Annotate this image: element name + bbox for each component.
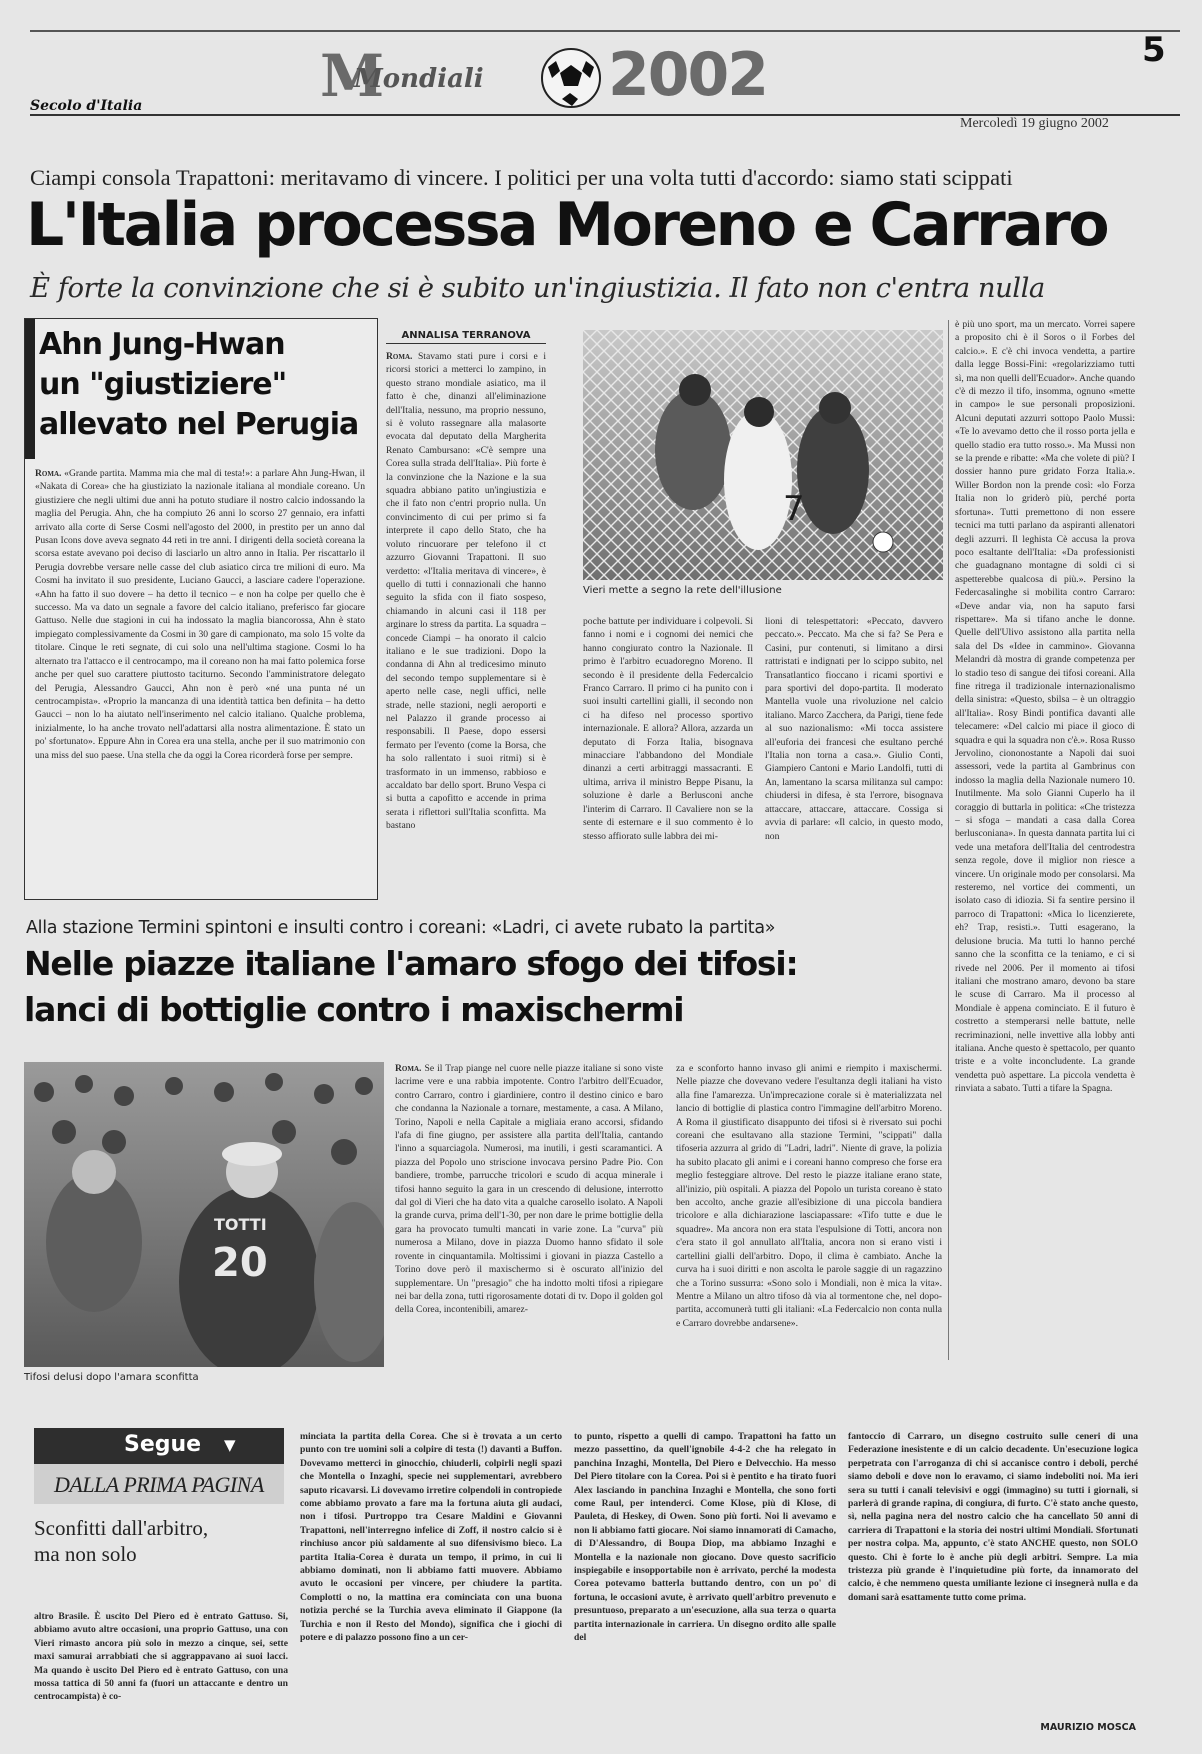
second-story-dateline: Roma. bbox=[395, 1063, 422, 1074]
fans-shirt-number: 20 bbox=[212, 1240, 268, 1286]
second-story-col1-text: Se il Trap piange nel cuore nelle piazze italiane si sono viste lacrime vere e una rabbia impotente. Contro l'arbitro dell'Ecuador, contro Carraro, contro i giardiniere, contro il destino cinico e baro che condanna la Nazionale a tornare, mestamente, a casa. A Milano, Torino, Napoli e nella Capitale a migliaia erano accorsi, sfidando l'afa di fine giugno, per assistere alla partita dell'Italia, cantando l'inno a squarciagola. Numerosi, ma inutili, i gesti scaramantici. A piazza del Popolo uno striscione invocava persino Padre Pio. Con bandiere, trombe, parrucche tricolori e scudo di acqua minerale i tifosi hanno seguito la gara in un crescendo di delusione, interrotto dal gol di Vieri che ha dato vita a qualche carosello isolato. A Napoli la grande curva, prima dell'1-30, per non dare le prime bottiglie della gara ha provocato tumulti mancati in varie zone. La "curva" più numerosa a Milano, dove in piazza Duomo hanno sfidato il sole rovente in cinquantamila. Moltissimi i giovani in piazza Castello a Torino dove però il maxischermo si è oscurato all'inizio del supplementare. Un "presagio" che ha indotto molti tifosi a ripiegare nei bar della zona, tutti rigorosamente dotati di tv. Dopo il golden gol della Corea, incontenibili, amarez- bbox=[395, 1063, 663, 1316]
match-photo-caption: Vieri mette a segno la rete dell'illusione bbox=[583, 585, 782, 596]
second-story-kicker: Alla stazione Termini spintoni e insulti contro i coreani: «Ladri, ci avete rubato la partita» bbox=[26, 918, 776, 938]
page-header bbox=[30, 20, 1180, 130]
article-col2-text: poche battute per individuare i colpevoli. Si fanno i nomi e i cognomi dei nemici che hanno congiurato contro la Nazionale. Il primo è l'arbitro ecuadoregno Moreno. Il secondo è il presidente della Federcalcio Franco Carraro. Il primo ci ha punito con i suoi insulti cartellini gialli, il secondo non ci ha difeso nel processo sportivo internazionale. E allora? Allora, azzarda un deputato di Forza Italia, bisognava minacciare l'abbandono del Mondiale dinanzi a certi arbitraggi massacranti. E ultima, arriva il ministro Beppe Pisanu, la soluzione è darle a Berlusconi anche l'interim di Carraro. Il Cavaliere non se la sente di esternare e il suo commento è lo stesso affiorato sulle labbra dei mi- bbox=[583, 616, 753, 842]
segue-label-bar bbox=[34, 1428, 284, 1464]
segue-col3 bbox=[574, 1430, 836, 1734]
match-photo bbox=[583, 330, 943, 580]
masthead-year: 2002 bbox=[608, 40, 767, 110]
football-icon bbox=[540, 47, 602, 109]
masthead-m: M bbox=[320, 42, 383, 110]
second-story-col2-text: za e sconforto hanno invaso gli animi e riempito i maxischermi. Nelle piazze che dovevano vedere l'esultanza degli italiani ha visto alla fine l'amarezza. Un'imprecazione corale si è materializzata nel lancio di bottiglie di plastica contro l'immagine dell'arbitro Moreno. A Roma il giustificato disappunto dei tifosi si è riversato sui pochi coreani che esultavano alla stazione Termini, "scippati" dalla tifoseria azzurra al grido di "Ladri, ladri". Niente di grave, la polizia ha subito placato gli animi e i coreani hanno compreso che forse era meglio festeggiare altrove. Del resto le piazze italiane erano state, all'inizio, più ospitali. A piazza del Popolo un turista coreano è stato ben accolto, anche grazie all'esibizione di una piccola bandiera tricolore e alla dichiarazione lasciapassare: «Tifo tutte e due le squadre». Ma ancora non era stata l'espulsione di Totti, ancora non c'era stato il gol annullato all'Italia, ancora non si erano visti i cartellini gialli dell'arbitro. Dopo, il clima è cambiato. Anche la curva ha i suoi diritti e non ascolta le parole saggie di un ragazzino che a Torino sussurra: «Sono solo i Mondiali, non è mica la vita». Mentre a Milano un altro tifoso dà via al tormentone che, nel dopo-partita, accomunerà tutti gli italiani: «La Federcalcio non conta nulla e Carraro dovrebbe andarsene». bbox=[676, 1063, 942, 1329]
fans-photo bbox=[24, 1062, 384, 1367]
segue-arrow-icon: ▼ bbox=[224, 1436, 236, 1454]
masthead-title: Mondiali bbox=[354, 64, 484, 94]
sidebar-title-line2: un "giustiziere" bbox=[39, 367, 287, 402]
second-story-headline-line2: lanci di bottiglie contro i maxischermi bbox=[24, 990, 684, 1029]
segue-signature: MAURIZIO MOSCA bbox=[1040, 1722, 1136, 1733]
article-dateline: Roma. bbox=[386, 351, 413, 362]
right-column bbox=[955, 318, 1135, 1358]
article-col2 bbox=[583, 615, 753, 895]
segue-label: Segue bbox=[124, 1432, 202, 1457]
second-story-headline-line1: Nelle piazze italiane l'amaro sfogo dei tifosi: bbox=[24, 944, 798, 983]
segue-col4-text: fantoccio di Carraro, un disegno costruito sulle ceneri di una Federazione inesistente e di un calcio decadente. Un'esecuzione logica perpetrata con l'arroganza di chi si accanisce contro i deboli, perché siamo deboli e dove non lo eravamo, ci siamo indeboliti noi. Ma ieri sera su tutti i canali televisivi e oggi (immagino) su tutti i giornali, si parlerà di grande rapina, di congiura, di furto. C'è stato anche questo, sì, nella pagina nera del nostro calcio che ha cancellato 50 anni di carriera di Trapattoni e la storia dei nostri ultimi Mondiali. Sfortunati per nostra colpa. Ma, appunto, c'è stato ANCHE questo, non SOLO questo. Chi è forte lo è anche più degli arbitri. Sempre. La mia tristezza più grande è l'inquietudine più forte, da innamorato del calcio, è che nemmeno questa umiliante lezione ci insegnerà nulla e da domani sarà esattamente tutto come prima. bbox=[848, 1431, 1138, 1603]
article-col1-text: Stavamo stati pure i corsi e i ricorsi storici a metterci lo zampino, in questo strano mondiale asiatico, ma il fatto è che, dinanzi all'eliminazione dell'Italia, nessuno, ma proprio nessuno, si è voluto rassegnare alla malasorte evocata dal deputato della Margherita Renato Cambursano: «C'è sempre una Corea sulla strada dell'Italia». Più forte è la convinzione che la Nazione e la sua squadra abbiano patito un'ingiustizia e che il fato non c'entri proprio nulla. Un convincimento di cui per primo si fa interprete il capo dello Stato, che ha voluto rincuorare per telefono il ct azzurro Giovanni Trapattoni. Il suo verdetto: «l'Italia meritava di vincere», è quello di tutti i connazionali che hanno seguito la sfida con il fiato sospeso, chiamando in alcuni casi il 118 per arginare lo stress da partita. La squadra – concede Ciampi – ha onorato il calcio italiano e le sue tradizioni. Dopo la condanna di Ahn al tredicesimo minuto del secondo tempo supplementare si è aperto nelle case, negli uffici, nelle strade, nelle stazioni, negli aeroporti e nel Palazzo il grande processo ai responsabili. Il Paese, dopo essersi fermato per l'evento (come la Borsa, che ha solo rallentato i suoi ritmi) si è trasformato in un immenso, rabbioso e accaldato bar dello sport. Bruno Vespa ci si butta a capofitto e accende in prima serata i riflettori sull'Italia sconfitta. Ma bastano bbox=[386, 351, 546, 832]
sidebar-title-line3: allevato nel Perugia bbox=[39, 407, 359, 442]
sidebar-body bbox=[35, 467, 365, 892]
segue-box bbox=[34, 1428, 284, 1566]
segue-col2-text: minciata la partita della Corea. Che si è trovata a un certo punto con tre uomini soli a colpire di testa (!) davanti a Buffon. Dovevamo metterci in ginocchio, chiuderli, colpirli negli spazi che Montella o Inzaghi, specie nei supplementari, avrebbero saputo ricavarsi. Li dovevamo irretire colpendoli in contropiede come abbiamo provato a fare ma la fortuna aiuta gli audaci, non i tifosi. Purtroppo tra Cesare Maldini e Giovanni Trapattoni, nell'interregno infelice di Zoff, il nostro calcio si è rinchiuso ancor più saldamente al suo difensivismo bieco. La partita Italia-Corea è durata un tempo, il primo, in cui li abbiamo dominati, non li abbiamo fatti muovere. Abbiamo avuto le occasioni per vincere, per chiudere la partita. Complotti o no, la mattina era cominciata con una buona notizia perché se la Turchia aveva eliminato il Giappone (la Turchia e non il Resto del Mondo), significa che i giochi di potere e di palazzo possono fino a un cer- bbox=[300, 1431, 562, 1644]
fans-shirt-name: TOTTI bbox=[214, 1215, 267, 1234]
top-story-subhead: È forte la convinzione che si è subito un'ingiustizia. Il fato non c'entra nulla bbox=[30, 272, 1045, 304]
paper-name: Secolo d'Italia bbox=[30, 98, 143, 114]
segue-col2 bbox=[300, 1430, 562, 1734]
top-story-kicker: Ciampi consola Trapattoni: meritavamo di vincere. I politici per una volta tutti d'accordo: siamo stati scippati bbox=[30, 165, 1013, 190]
issue-date: Mercoledì 19 giugno 2002 bbox=[960, 116, 1109, 131]
segue-col1-text: altro Brasile. È uscito Del Piero ed è entrato Gattuso. Si, abbiamo avuto altre occasioni, una proprio Gattuso, una con Vieri rimasto ancora più solo in mezzo a cinque, sei, sette maxi samurai arrabbiati che si aggrappavano ai suoi lacci. Ma quando è uscito Del Piero ed è entrato Gattuso, con una mossa tattica di 50 anni fa (fuori un attaccante e dentro un centrocampista) è co- bbox=[34, 1611, 288, 1703]
sidebar-box bbox=[24, 318, 378, 900]
second-story-col2 bbox=[676, 1062, 942, 1384]
sidebar-text: «Grande partita. Mamma mia che mal di testa!»: a parlare Ahn Jung-Hwan, il «Nakata di Corea» che ha giustiziato la nazionale italiana al mondiale coreano. Un giustiziere che negli ultimi due anni ha potuto studiare il nostro calcio indossando la maglia del Perugia. Ahn, che ha compiuto 26 anni lo scorso 27 gennaio, era infatti arrivato alla corte di Serse Cosmi nell'agosto del 2000, in prestito per un anno dal Pusan Icons dove aveva segnato 44 reti in tre anni. I dirigenti della società coreana la scorsa estate avevano poi deciso di lasciarlo un altro anno in Italia. Per riscattarlo il Perugia dovrebbe versare nelle casse del club asiatico circa tre milioni di euro. Ma Cosmi ha invitato il suo presidente, Luciano Gaucci, a lasciare cadere l'operazione. «Ahn ha fatto il suo dovere – ha detto il tecnico – e non ha colpe per quello che è successo. Ma va dato un segnale a favore del calcio italiano, preferisco far giocare Gattuso. Nelle due stagioni in cui ha indossato la maglia biancorossa, Ahn è stato impiegato complessivamente da Cosmi in 30 gare di campionato, ma solo 15 volte da titolare. Cinque le reti segnate, di cui solo una nell'ultima stagione. Cosmi lo ha alternato tra l'attacco e il centrocampo, ma il coreano non ha mai fatto polemica forse anche per quel suo carattere piuttosto taciturno. Secondo l'amministratore delegato del Perugia, Alessandro Gaucci, Ahn non è però «né una punta né un centrocampista». «Proprio la mancanza di una identità tattica ben definita – ha detto Gaucci – non lo ha aiutato nell'inserimento nel calcio italiano. Qualche problema, inizialmente, lo ha anche trovato nell'adattarsi alla nostra alimentazione. È stato un po' sfortunato». Eppure Ahn in Corea era una stella, anche per il suo matrimonio con una miss del suo paese. Una stella che da oggi la Corea ricorderà forse per sempre. bbox=[35, 468, 365, 761]
top-story-headline: L'Italia processa Moreno e Carraro bbox=[26, 190, 1108, 260]
svg-text:7: 7 bbox=[783, 489, 805, 529]
article-col1 bbox=[386, 350, 546, 895]
sidebar-dateline: Roma. bbox=[35, 468, 62, 479]
segue-col4 bbox=[848, 1430, 1138, 1720]
segue-col1 bbox=[34, 1610, 288, 1734]
segue-col3-text: to punto, rispetto a quelli di campo. Trapattoni ha fatto un mezzo passettino, da quell'ignobile 4-4-2 che ha relegato in panchina Inzaghi, Montella, Del Piero e Delvecchio. Ha messo Del Piero titolare con la Corea. Poi si è pentito e ha tirato fuori Alex lasciando in panchina Inzaghi e Montella, che sono forti come Raul, per intenderci. Come Klose, più di Klose, di Pauleta, di Heskey, di Owen. Sono più forti. Noi li avevamo e non li abbiamo fatti giocare. Noi siamo innamorati di Camacho, di D'Alessandro, di Boupa Diop, ma abbiamo Inzaghi e Montella e la nazionale non giocano. Dove questo sacrificio inspiegabile e insopportabile non è arrivato, perché la modesta Corea potevamo batterla buttando dentro, con un po' di fortuna, le occasioni avute, è arrivato quell'arbitro prevenuto e presuntuoso, preparato a un'esecuzione, alla sua terza o quarta partita internazionale in carriera. Un disegno ordito alle spalle del bbox=[574, 1431, 836, 1644]
second-story-col1 bbox=[395, 1062, 663, 1384]
segue-section: DALLA PRIMA PAGINA bbox=[54, 1472, 264, 1497]
match-photo-image bbox=[583, 330, 943, 580]
article-col3-text: lioni di telespettatori: «Peccato, davvero peccato.». Peccato. Ma che si fa? Se Pera e Casini, pur contenuti, si limitano a dirsi rattristati e indignati per lo scippo subito, nel Transatlantico fioccano i ricami sportivi e para sportivi del dopo-partita. Il moderato Mantella vuole una rivoluzione nel calcio italiano. Marco Zacchera, da Parigi, tiene fede al suo nazionalismo: «Mi tocca assistere all'euforia dei francesi che esultano perché l'Italia non torna a casa.». Giulio Conti, Giampiero Cantoni e Mario Landolfi, tutti di An, lamentano la scarsa militanza sul campo: chiudersi in difesa, è sta l'errore, bisognava attaccare, attaccare, attaccare. Cossiga si avvia di parlare: «Il calcio, in questo modo, non bbox=[765, 616, 943, 842]
fans-photo-image bbox=[24, 1062, 384, 1367]
fans-photo-caption: Tifosi delusi dopo l'amara sconfitta bbox=[24, 1372, 199, 1383]
right-column-text: è più uno sport, ma un mercato. Vorrei sapere a proposito chi è il Soros o il Forbes del calcio.». E c'è chi invoca vendetta, a partire dalla legge Bossi-Fini: «regolarizziamo tutti sì, ma non quelli dell'Ecuador». Anche quando c'è di mezzo il tifo, insomma, ognuno «mette in campo» le sue personali proposizioni. Alcuni deputati azzurri sottopo Paolo Mussi: «Te lo avevamo detto che il rosso porta jella e quello stadio era tutto rosso.». Ma Mussi non se la prende e ribatte: «Ma che volete di più? I dossier hanno pure gridato Forza Italia.». Willer Bordon non la prende così: «lo Forza Italia non lo griderò più, perché porta sfortuna». Tutti premettono di non essere tecnici ma tutti parlano da aspiranti allenatori degli azzurri. Il leghista Cè accusa la prova poco esaltante dell'Italia: «Da professionisti che guadagnano montagne di soldi ci si aspetterebbe qualcosa di più.». Persino la Federcasalinghe si mobilita contro Carraro: «Deve andar via, non ha saputo farsi rispettare». Ma si tifano anche le donne. Quelle dell'Ulivo assistono alla partita nella sala del Ds «Idee in cammino». Giovanna Melandri dà mostra di grande competenza per lo stadio teso di sangue dei tifosi coreani. Alla fine ritrega il tradizionale internazionalismo della sinistra: «Questo, sbilsa – è un oltraggio all'Italia». Rosy Bindi pontifica davanti alle telecamere: «Del calcio mi piace il gioco di squadra e qui la squadra non c'è.». Rosa Russo Jervolino, ciononostante a Napoli dai suoi assessori, vede la partita al Gambrinus con indosso la maglia della Nazionale numero 10. Inutilmente. Ma solo Gianni Cuperlo ha il coraggio di buttarla in politica: «Che tristezza – si sfoga – mandati a casa dalla Corea berlusconiana». In questa dannata partita lui ci vede una metafora dell'Italia del centrodestra senza regole, dove il miglior non riesce a vincere. Un originale modo per consolarsi. Ma resteremo, nel vortice dei commenti, un isolato caso di idiozia. Si fa sentire persino il parroco di Trapattoni: «Mica lo licenzierete, eh? Trap, resisti.». Tutti esagerano, la delusione brucia. Ma tutti lo hanno perché sanno che la sconfitta ce la teniamo, e ci si rivede nel 2006. Per il momento ai tifosi italiani che mostrano amaro, devono ba stare le scuse di Carraro. Ma il processo al Mondiale è appena cominciato. E il futuro è costretto a stemperarsi nelle battute, nelle recriminazioni, nelle invettive alla lobby anti italiana. Anche questo è spettacolo, per quanto triste e a volte inconcludente. La grande vendetta può aspettare. La piccola vendetta è rinviata a sabato. Tutti a tifare la Spagna. bbox=[955, 319, 1135, 1095]
segue-title-line2: ma non solo bbox=[34, 1542, 137, 1566]
header-top-rule bbox=[30, 30, 1180, 32]
right-column-divider bbox=[948, 320, 949, 1360]
segue-section-bar bbox=[34, 1464, 284, 1504]
article-byline: ANNALISA TERRANOVA bbox=[386, 330, 546, 344]
page-number: 5 bbox=[1142, 30, 1166, 70]
sidebar-title-bar bbox=[25, 319, 35, 459]
article-col3 bbox=[765, 615, 943, 895]
segue-title-line1: Sconfitti dall'arbitro, bbox=[34, 1516, 209, 1540]
sidebar-title-line1: Ahn Jung-Hwan bbox=[39, 327, 285, 362]
